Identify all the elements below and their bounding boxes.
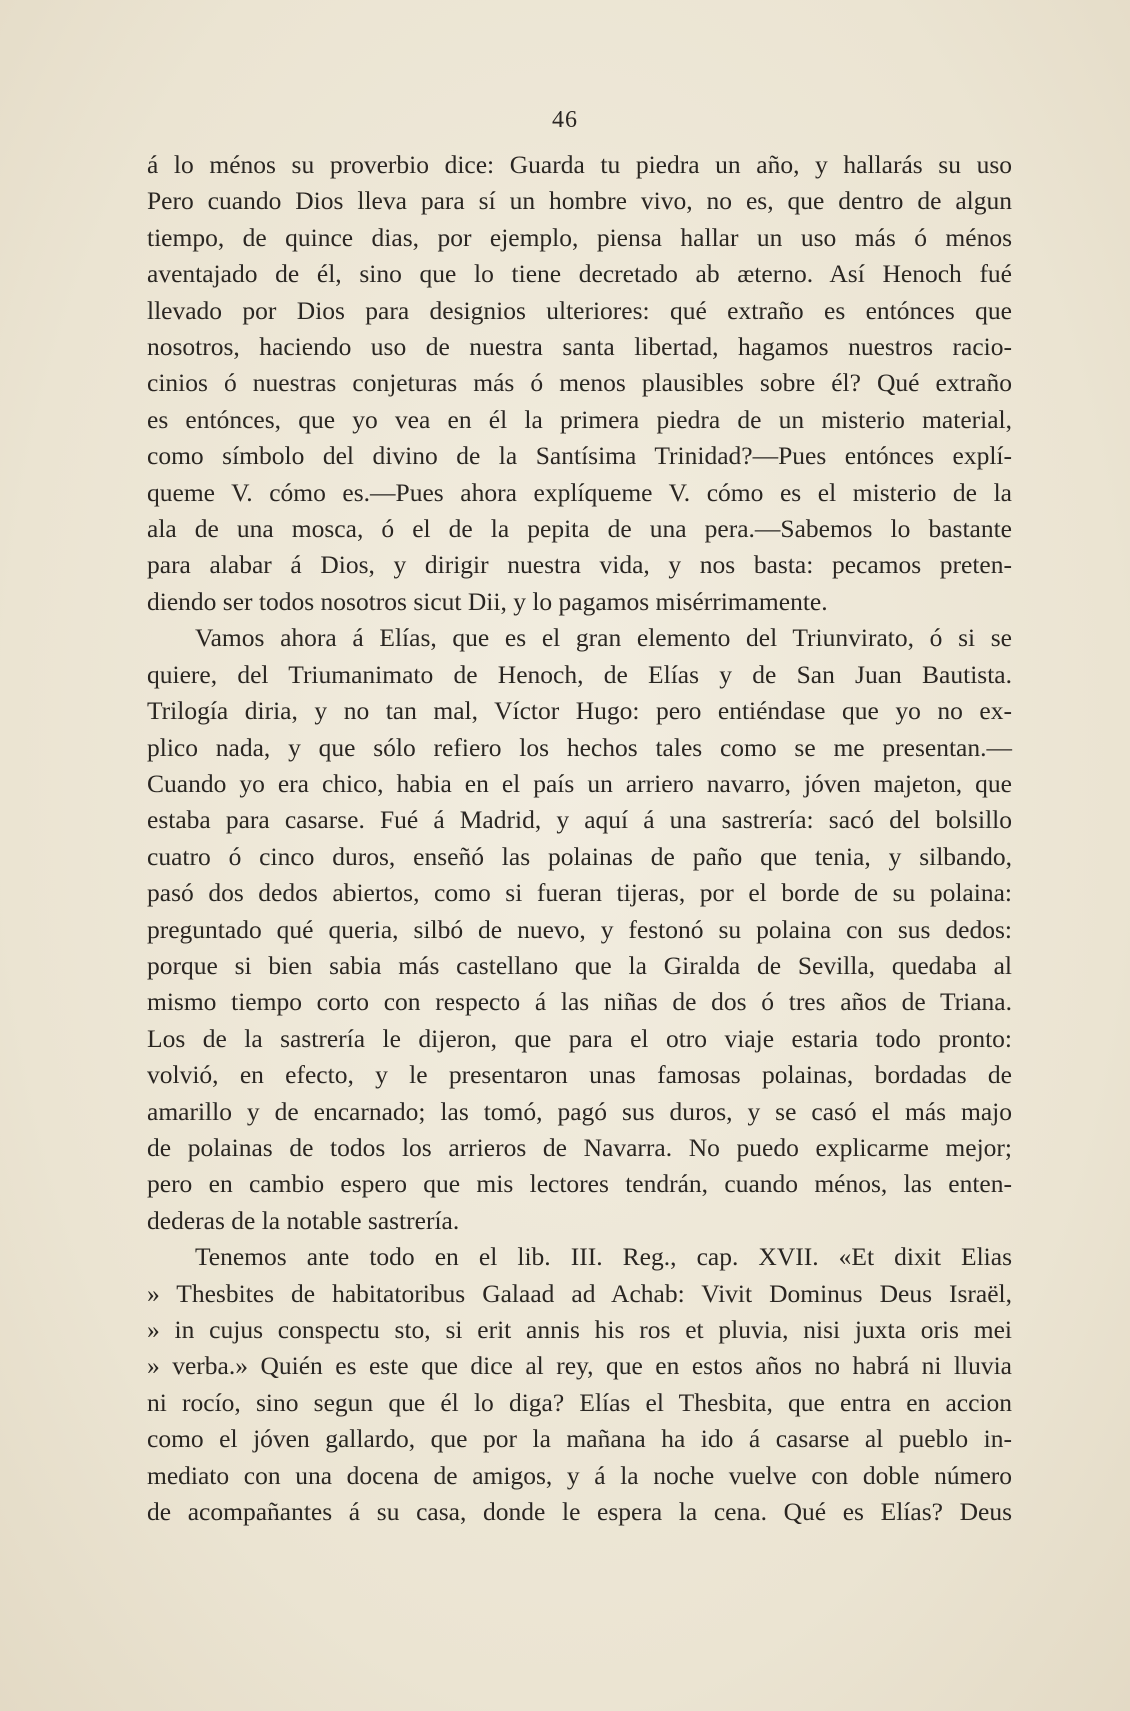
page-number: 46 bbox=[552, 107, 578, 133]
text-line: Trilogía diria, y no tan mal, Víctor Hugo: pero entiéndase que yo no ex- bbox=[147, 696, 1012, 726]
text-line: de polainas de todos los arrieros de Navarra. No puedo explicarme mejor; bbox=[147, 1132, 1012, 1162]
text-line: » verba.» Quién es este que dice al rey, que en estos años no habrá ni lluvia bbox=[147, 1351, 1012, 1381]
text-line: mediato con una docena de amigos, y á la noche vuelve con doble número bbox=[147, 1460, 1012, 1490]
text-line: cinios ó nuestras conjeturas más ó menos plausibles sobre él? Qué extraño bbox=[147, 368, 1012, 398]
text-line: ni rocío, sino segun que él lo diga? Elías el Thesbita, que entra en accion bbox=[147, 1387, 1012, 1417]
text-line: preguntado qué queria, silbó de nuevo, y festonó su polaina con sus dedos: bbox=[147, 914, 1012, 944]
text-line: queme V. cómo es.—Pues ahora explíqueme V. cómo es el misterio de la bbox=[147, 477, 1012, 507]
text-line: estaba para casarse. Fué á Madrid, y aquí á una sastrería: sacó del bolsillo bbox=[147, 805, 1012, 835]
text-line: pero en cambio espero que mis lectores tendrán, cuando ménos, las enten- bbox=[147, 1169, 1012, 1199]
text-line: Tenemos ante todo en el lib. III. Reg., cap. XVII. «Et dixit Elias bbox=[195, 1242, 1012, 1272]
text-line: quiere, del Triumanimato de Henoch, de Elías y de San Juan Bautista. bbox=[147, 659, 1012, 689]
text-line: de acompañantes á su casa, donde le espera la cena. Qué es Elías? Deus bbox=[147, 1497, 1012, 1527]
body-text bbox=[147, 147, 1012, 1530]
text-line: nosotros, haciendo uso de nuestra santa libertad, hagamos nuestros racio- bbox=[147, 332, 1012, 362]
text-line: como símbolo del divino de la Santísima Trinidad?—Pues entónces explí- bbox=[147, 441, 1012, 471]
text-line: diendo ser todos nosotros sicut Dii, y lo pagamos misérrimamente. bbox=[147, 586, 828, 616]
text-line: dederas de la notable sastrería. bbox=[147, 1205, 460, 1235]
text-line: volvió, en efecto, y le presentaron unas famosas polainas, bordadas de bbox=[147, 1060, 1012, 1090]
text-line: porque si bien sabia más castellano que la Giralda de Sevilla, quedaba al bbox=[147, 950, 1012, 980]
text-line: para alabar á Dios, y dirigir nuestra vida, y nos basta: pecamos preten- bbox=[147, 550, 1012, 580]
text-line: á lo ménos su proverbio dice: Guarda tu piedra un año, y hallarás su uso bbox=[147, 150, 1012, 179]
text-line: plico nada, y que sólo refiero los hechos tales como se me presentan.— bbox=[147, 732, 1012, 762]
text-line: tiempo, de quince dias, por ejemplo, piensa hallar un uso más ó ménos bbox=[147, 222, 1012, 252]
text-line: amarillo y de encarnado; las tomó, pagó sus duros, y se casó el más majo bbox=[147, 1096, 1012, 1126]
text-line: como el jóven gallardo, que por la mañana ha ido á casarse al pueblo in- bbox=[147, 1424, 1012, 1454]
text-line: cuatro ó cinco duros, enseñó las polainas de paño que tenia, y silbando, bbox=[147, 841, 1012, 871]
text-line: es entónces, que yo vea en él la primera piedra de un misterio material, bbox=[147, 404, 1012, 434]
text-line: Pero cuando Dios lleva para sí un hombre vivo, no es, que dentro de algun bbox=[147, 186, 1012, 216]
text-line: Cuando yo era chico, habia en el país un arriero navarro, jóven majeton, que bbox=[147, 768, 1012, 798]
text-line: aventajado de él, sino que lo tiene decretado ab æterno. Así Henoch fué bbox=[147, 259, 1012, 289]
text-line: » Thesbites de habitatoribus Galaad ad Achab: Vivit Dominus Deus Israël, bbox=[147, 1278, 1012, 1308]
text-line: Los de la sastrería le dijeron, que para el otro viaje estaria todo pronto: bbox=[147, 1023, 1012, 1053]
text-line: » in cujus conspectu sto, si erit annis his ros et pluvia, nisi juxta oris mei bbox=[147, 1315, 1012, 1344]
text-line: llevado por Dios para designios ulteriores: qué extraño es entónces que bbox=[147, 295, 1012, 325]
text-line: Vamos ahora á Elías, que es el gran elemento del Triunvirato, ó si se bbox=[195, 623, 1012, 653]
text-line: pasó dos dedos abiertos, como si fueran tijeras, por el borde de su polaina: bbox=[147, 878, 1012, 908]
text-line: ala de una mosca, ó el de la pepita de una pera.—Sabemos lo bastante bbox=[147, 514, 1012, 544]
text-line: mismo tiempo corto con respecto á las niñas de dos ó tres años de Triana. bbox=[147, 987, 1012, 1017]
